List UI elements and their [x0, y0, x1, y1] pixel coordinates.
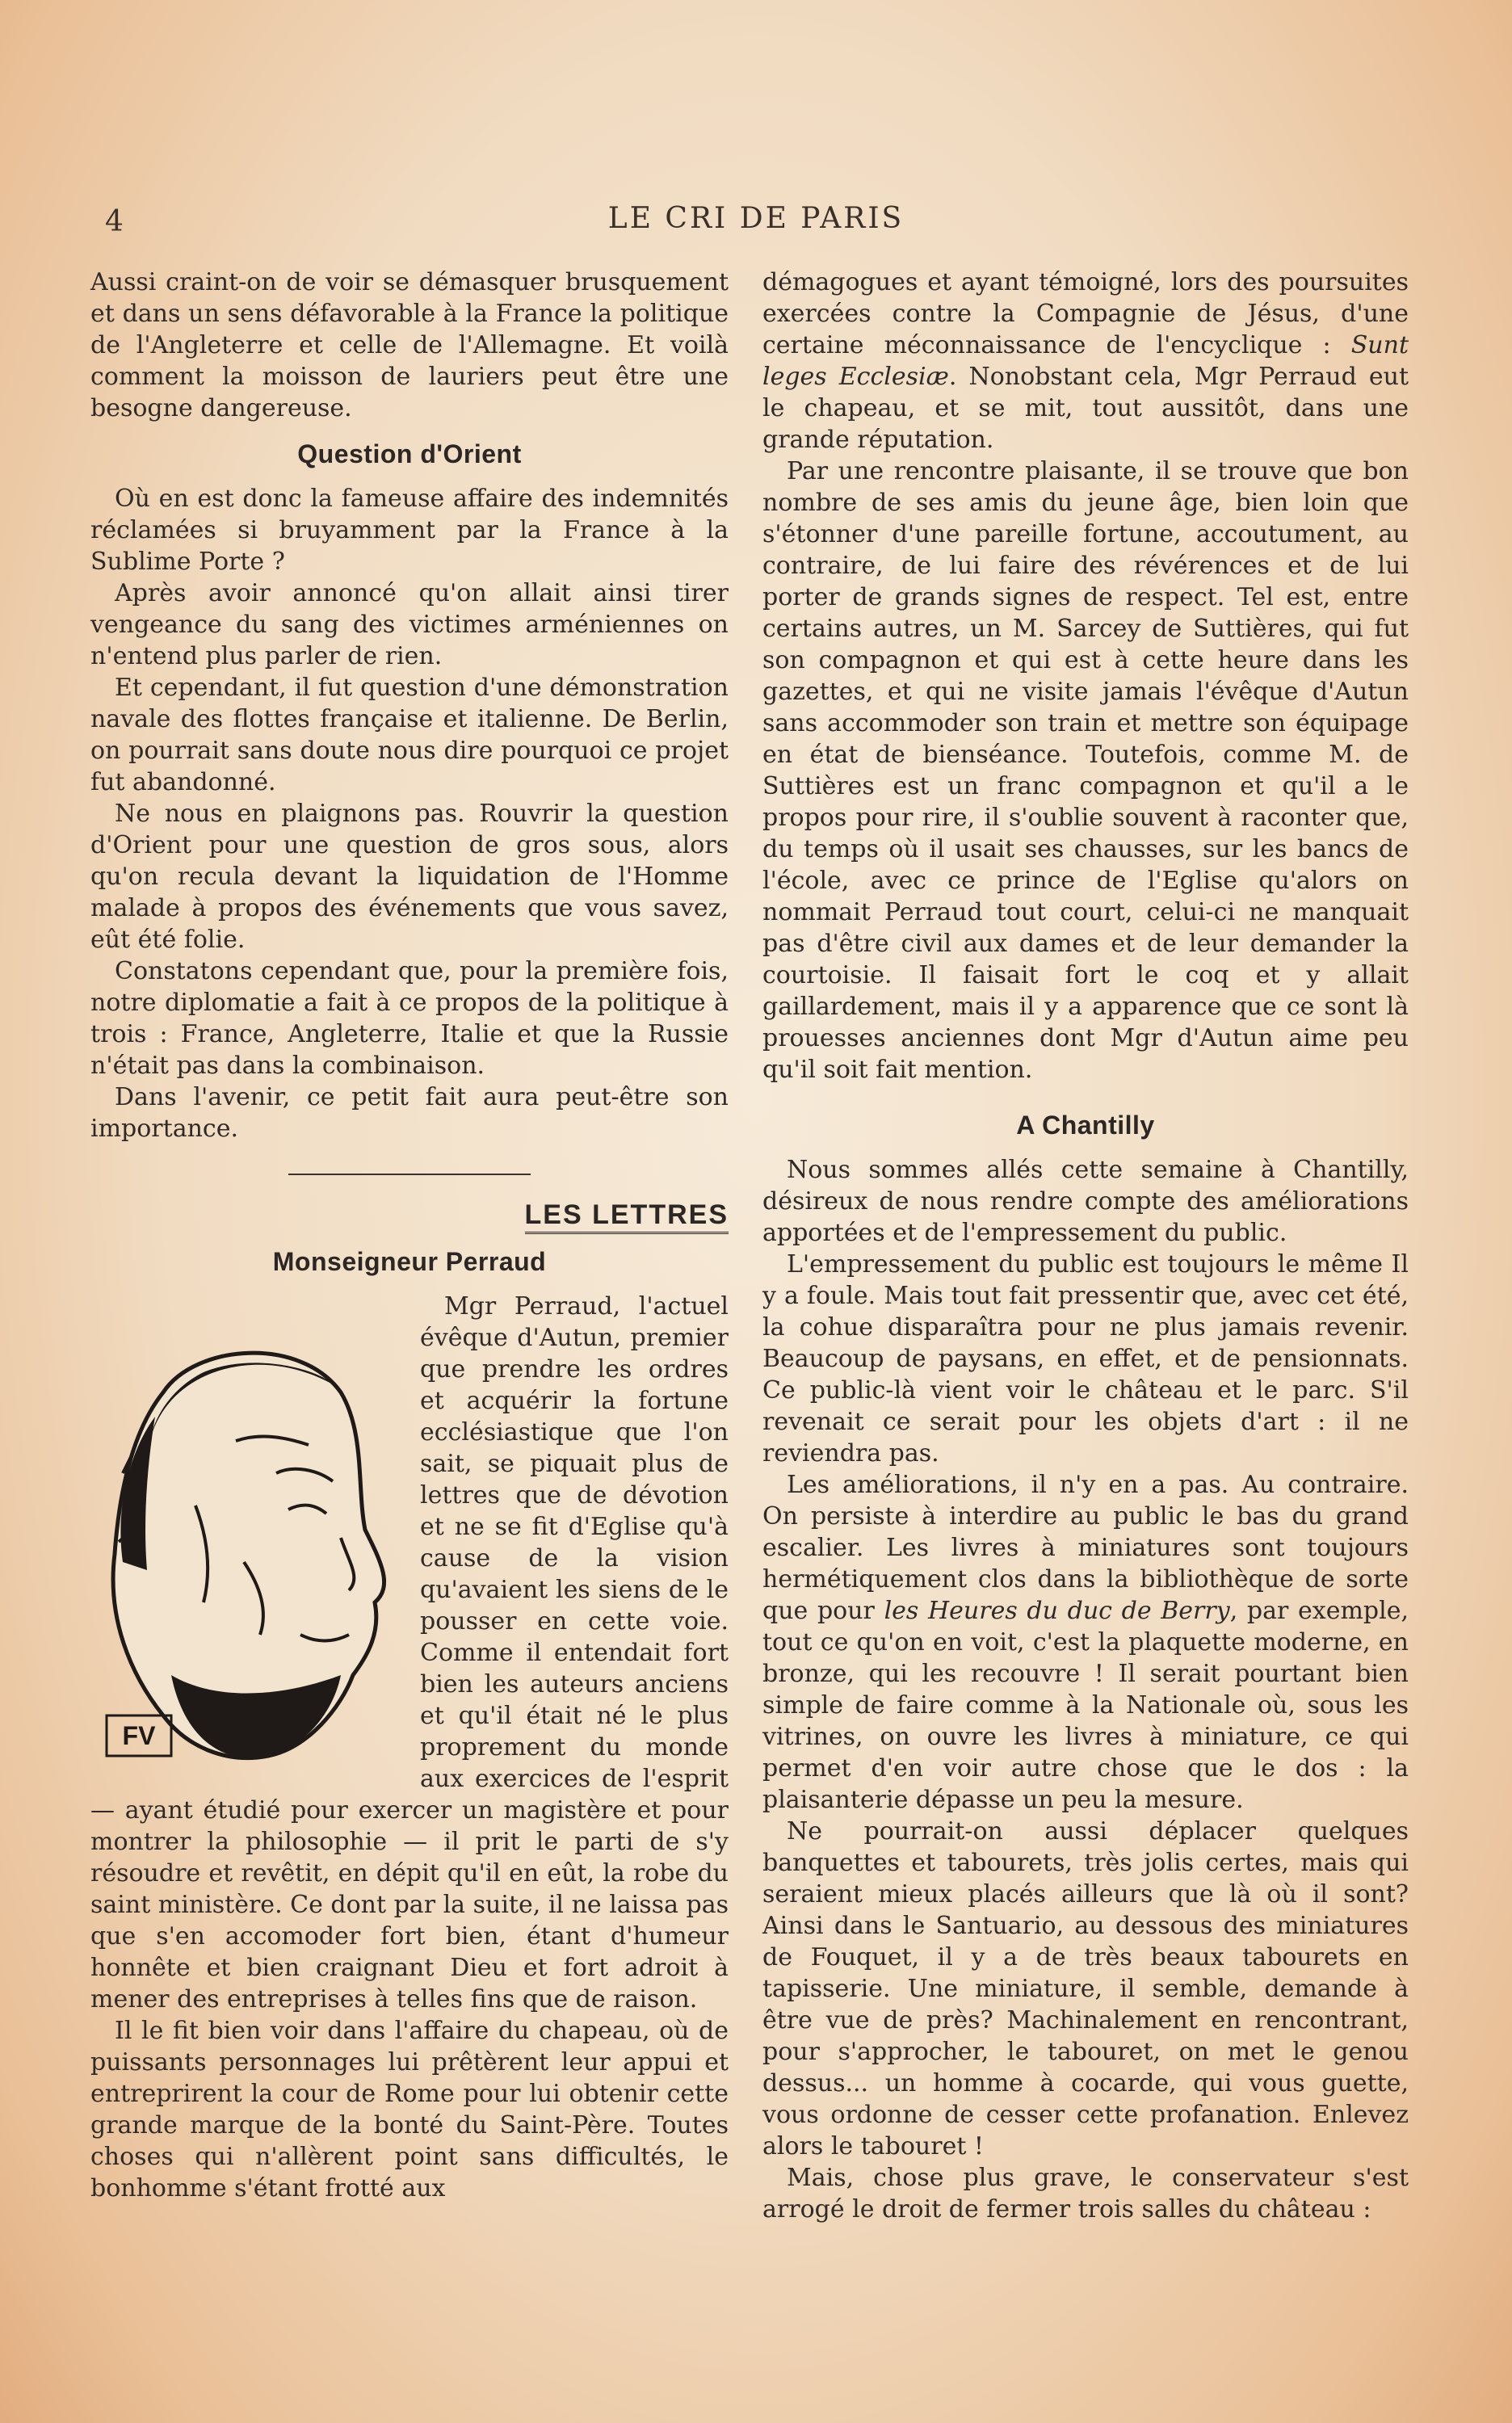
text-run: démagogues et ayant témoigné, lors des poursuites exercées contre la Compagnie de Jésus, d'une certaine méconnaissance de l'encyclique : — [762, 268, 1409, 359]
page-number: 4 — [105, 205, 124, 238]
section-divider — [288, 1174, 531, 1175]
paragraph: Mgr Perraud, l'actuel évêque d'Autun, premier que prendre les ordres et acquérir la fortune ecclésiastique que l'on sait, se piquait plus de lettres que de dévotion et ne se fit d'Eglise qu'à cause de la vision qu'avaient les siens de le pousser en cette voie. Comme il entendait fort bien les auteurs anciens et qu'il était né le plus proprement du monde aux exercices de l'esprit — ayant étudié pour exercer un magistère et pour montrer la philosophie — il prit le parti de s'y résoudre et revêtit, en dépit qu'il en eût, la robe du saint ministère. Ce dont par la suite, il ne laissa pas que s'en accomoder fort bien, étant d'humeur honnête et bien craignant Dieu et fort adroit à mener des entreprises à telles fins que de raison. — [90, 1292, 729, 2014]
paragraph: Constatons cependant que, pour la première fois, notre diplomatie a fait à ce propos de la politique à trois : France, Angleterre, Italie et que la Russie n'était pas dans la combinaison. — [90, 957, 729, 1080]
rubric-heading — [90, 1199, 729, 1232]
paragraph: Ne pourrait-on aussi déplacer quelques banquettes et tabourets, très jolis certes, mais qui seraient mieux placés ailleurs que là où il sont? Ainsi dans le Santuario, au dessous des miniatures de Fouquet, il y a de très beaux tabourets en tapisserie. Une miniature, il semble, demande à être vue de près? Machinalement en rencontrant, pour s'approcher, le tabouret, on met le genou dessus... un homme à cocarde, qui vous guette, vous ordonne de cesser cette profanation. Enlevez alors le tabouret ! — [762, 1817, 1409, 2161]
paragraph: Mais, chose plus grave, le conservateur s'est arrogé le droit de fermer trois salles du château : — [762, 2164, 1409, 2224]
running-title: LE CRI DE PARIS — [607, 202, 905, 235]
portrait-monogram: FV — [122, 1721, 156, 1750]
paragraph: Il le fit bien voir dans l'affaire du chapeau, où de puissants personnages lui prêtèrent leur appui et entreprirent la cour de Rome pour lui obtenir cette grande marque de la bonté du Saint-Père. Toutes choses qui n'allèrent point sans difficultés, le bonhomme s'étant frotté aux — [90, 2017, 729, 2203]
paragraph: Et cependant, il fut question d'une démonstration navale des flottes française et italienne. De Berlin, on pourrait sans doute nous dire pourquoi ce projet fut abandonné. — [90, 674, 729, 796]
paragraph: Nous sommes allés cette semaine à Chantilly, désireux de nous rendre compte des améliorations apportées et de l'empressement du public. — [762, 1156, 1409, 1247]
section-title-chantilly: A Chantilly — [1016, 1111, 1155, 1140]
section-title-monseigneur-perraud: Monseigneur Perraud — [272, 1247, 547, 1276]
italic-text: Sunt leges Ecclesiæ — [762, 331, 1409, 391]
paragraph: Ne nous en plaignons pas. Rouvrir la question d'Orient pour une question de gros sous, alors qu'on recula devant la liquidation de l'Homme malade à propos des événements que vous savez, eût été folie. — [90, 800, 729, 954]
paragraph: Après avoir annoncé qu'on allait ainsi tirer vengeance du sang des victimes arméniennes on n'entend plus parler de rien. — [90, 579, 729, 670]
portrait-engraving-icon — [74, 1295, 414, 1772]
text-run: . Nonobstant cela, Mgr Perraud eut le chapeau, et se mit, tout aussitôt, dans une grande réputation. — [762, 363, 1409, 454]
text-run: , par exemple, tout ce qu'on en voit, c'est la plaquette moderne, en bronze, qui les recouvre ! Il serait pourtant bien simple de faire comme à la Nationale où, sous les vitrines, on ouvre les livres à miniature, ce qui permet d'en voir autre chose que le dos : la plaisanterie dépasse un peu la mesure. — [762, 1597, 1409, 1814]
paragraph: Dans l'avenir, ce petit fait aura peut-être son importance. — [90, 1083, 729, 1143]
section-title-question-orient: Question d'Orient — [297, 439, 522, 468]
paragraph: Où en est donc la fameuse affaire des indemnités réclamées si bruyamment par la France à la Sublime Porte ? — [90, 485, 729, 576]
rubric-title: LES LETTRES — [525, 1199, 729, 1234]
paragraph: Par une rencontre plaisante, il se trouve que bon nombre de ses amis du jeune âge, bien loin que s'étonner d'une pareille fortune, accoutument, au contraire, de lui faire des révérences et de lui porter de grands signes de respect. Tel est, entre certains autres, un M. Sarcey de Suttières, qui fut son compagnon et qui est à cette heure dans les gazettes, et qui ne visite jamais l'évêque d'Autun sans accommoder son train et mettre son équipage en état de bienséance. Toutefois, comme M. de Suttières est un franc compagnon et qu'il a le propos pour rire, il s'oublie souvent à raconter que, du temps où il usait ses chausses, sur les bancs de l'école, avec ce prince de l'Eglise qu'alors on nommait Perraud tout court, celui-ci ne manquait pas d'être civil aux dames et de leur demander la courtoisie. Il faisait fort le coq et y allait gaillardement, mais il y a apparence que ce sont là prouesses anciennes dont Mgr d'Autun aime peu qu'il soit fait mention. — [762, 457, 1409, 1084]
left-column — [90, 267, 729, 2204]
paragraph — [762, 1469, 1409, 1816]
right-column — [762, 267, 1409, 2225]
paragraph: L'empressement du public est toujours le même Il y a foule. Mais tout fait pressentir que, avec cet été, la cohue disparaîtra pour ne plus jamais revenir. Beaucoup de paysans, en effet, et de pensionnats. Ce public-là vient voir le château et le parc. S'il revenait ce serait pour les objets d'art : il ne reviendra pas. — [762, 1250, 1409, 1468]
paragraph: Aussi craint-on de voir se démasquer brusquement et dans un sens défavorable à la France la politique de l'Angleterre et celle de l'Allemagne. Et voilà comment la moisson de lauriers peut être une besogne dangereuse. — [90, 268, 729, 422]
text-run: Les améliorations, il n'y en a pas. Au contraire. On persiste à interdire au public le bas du grand escalier. Les livres à miniatures sont toujours hermétiquement clos dans la bibliothèque de sorte que pour — [762, 1471, 1409, 1625]
paragraph — [762, 267, 1409, 456]
italic-text: les Heures du duc de Berry — [884, 1597, 1230, 1625]
